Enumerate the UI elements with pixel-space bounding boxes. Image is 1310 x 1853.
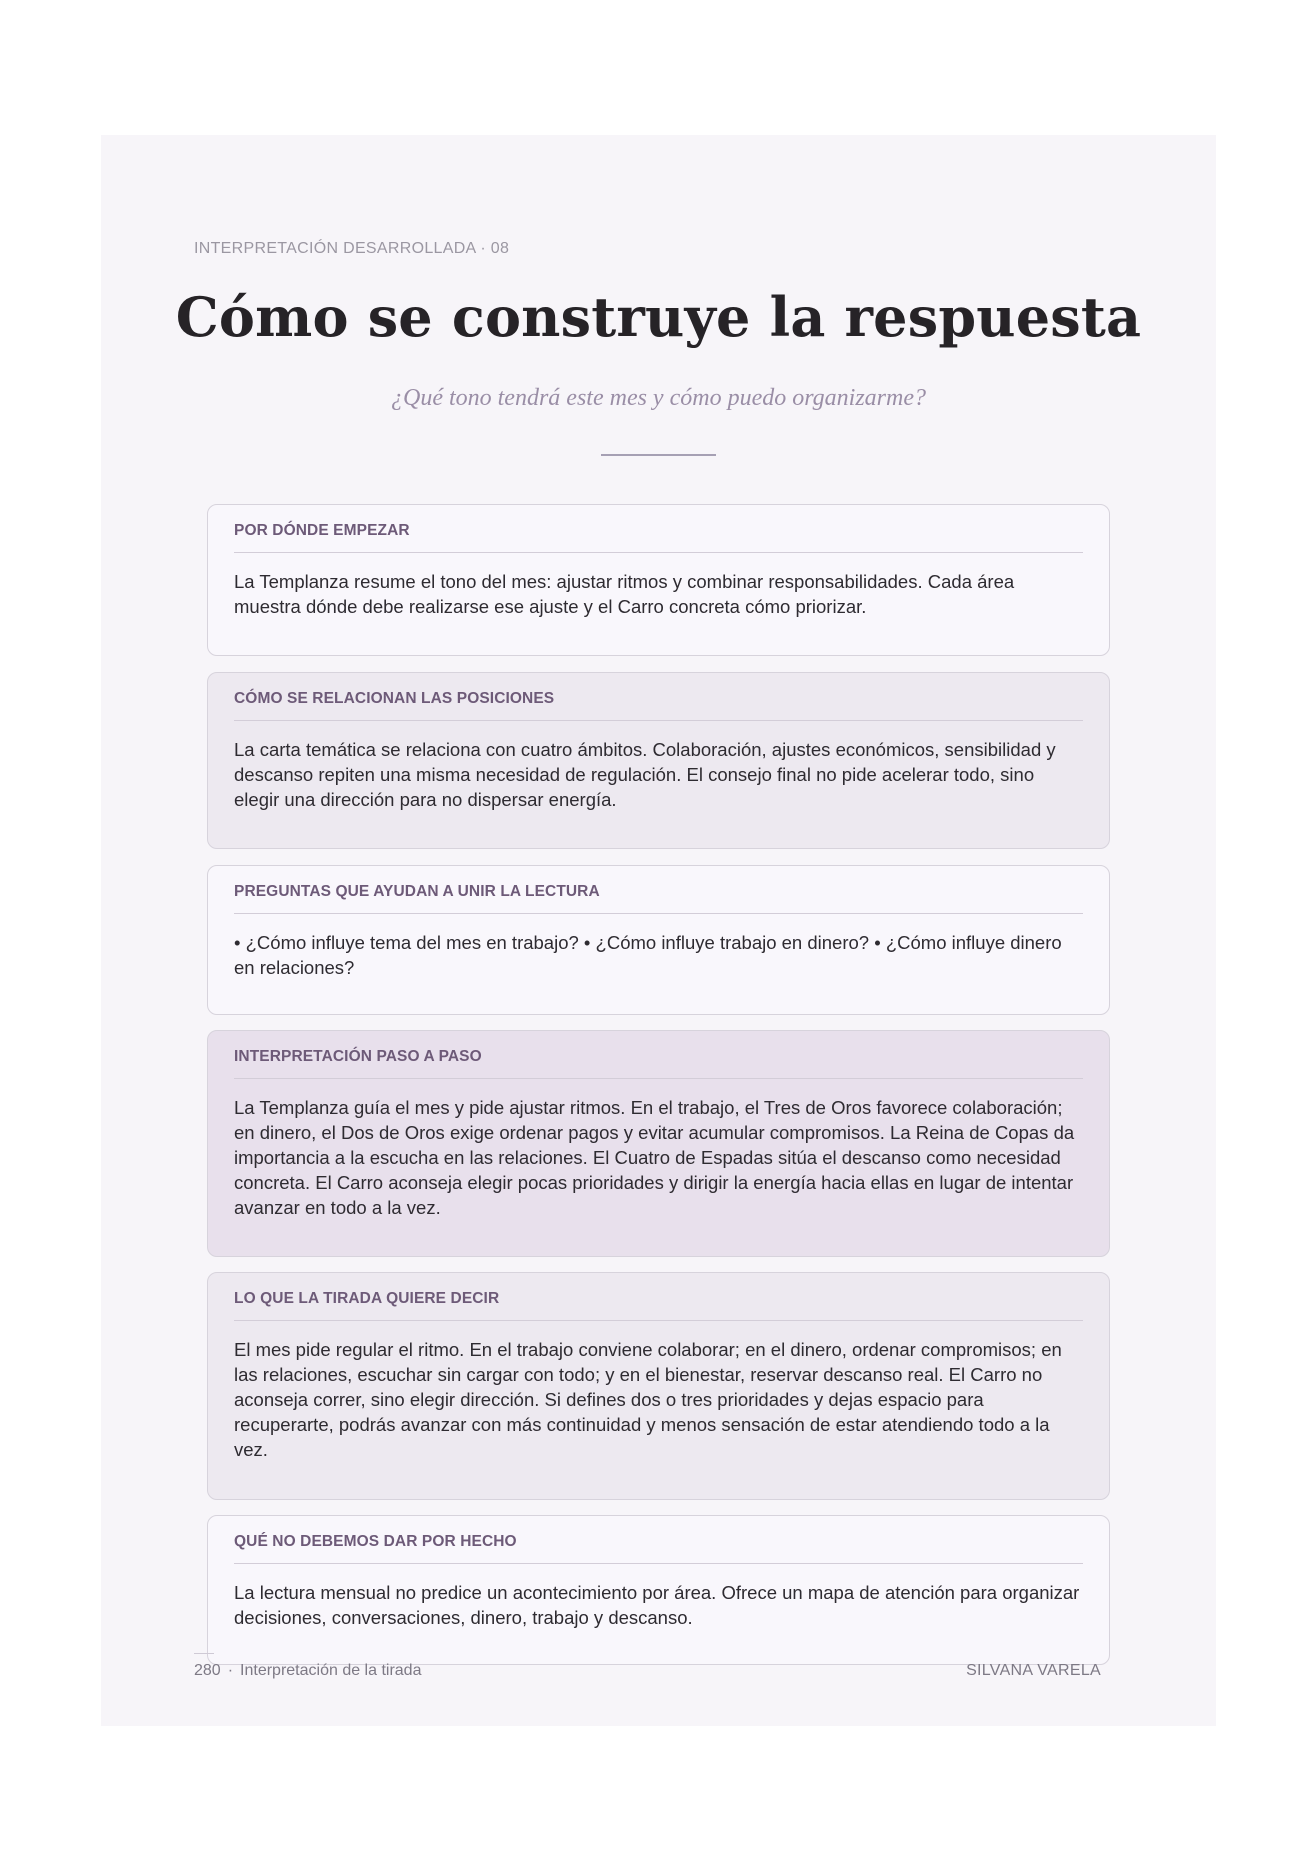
card-body: • ¿Cómo influye tema del mes en trabajo? • ¿Cómo influye trabajo en dinero? • ¿Cómo influye dinero en relaciones?	[234, 932, 1062, 978]
document-page	[101, 135, 1216, 1726]
card-body: La Templanza guía el mes y pide ajustar ritmos. En el trabajo, el Tres de Oros favorece colaboración; en dinero, el Dos de Oros exige ordenar pagos y evitar acumular compromisos. La Reina de Copas da importancia a la escucha en las relaciones. El Cuatro de Espadas sitúa el descanso como necesidad concreta. El Carro aconseja elegir pocas prioridades y dirigir la energía hacia ellas en lugar de intentar avanzar en todo a la vez.	[234, 1097, 1075, 1218]
card-heading: CÓMO SE RELACIONAN LAS POSICIONES	[234, 690, 1083, 721]
page-number: 280	[194, 1662, 221, 1679]
footer-author: SILVANA VARELA	[966, 1662, 1101, 1679]
card-preguntas	[207, 865, 1110, 1015]
card-body: La Templanza resume el tono del mes: ajustar ritmos y combinar responsabilidades. Cada área muestra dónde debe realizarse ese ajuste y el Carro concreta cómo priorizar.	[234, 571, 1015, 617]
card-por-donde-empezar	[207, 504, 1110, 656]
card-que-no-debemos-dar-por-hecho	[207, 1515, 1110, 1665]
card-interpretacion-paso-a-paso	[207, 1030, 1110, 1257]
card-heading: PREGUNTAS QUE AYUDAN A UNIR LA LECTURA	[234, 883, 1083, 914]
footer-page-info	[194, 1662, 421, 1680]
footer-section-title: Interpretación de la tirada	[240, 1662, 422, 1679]
card-body: La carta temática se relaciona con cuatro ámbitos. Colaboración, ajustes económicos, sensibilidad y descanso repiten una misma necesidad de regulación. El consejo final no pide acelerar todo, sino elegir una dirección para no dispersar energía.	[234, 739, 1056, 810]
card-lo-que-la-tirada-quiere-decir	[207, 1272, 1110, 1500]
card-heading: QUÉ NO DEBEMOS DAR POR HECHO	[234, 1533, 1083, 1564]
card-heading: INTERPRETACIÓN PASO A PASO	[234, 1048, 1083, 1079]
section-eyebrow: INTERPRETACIÓN DESARROLLADA · 08	[194, 240, 510, 257]
card-body: La lectura mensual no predice un acontecimiento por área. Ofrece un mapa de atención para organizar decisiones, conversaciones, dinero, trabajo y descanso.	[234, 1582, 1080, 1628]
card-heading: POR DÓNDE EMPEZAR	[234, 522, 1083, 553]
footer-divider	[194, 1653, 214, 1654]
title-divider	[601, 454, 716, 456]
page-subtitle: ¿Qué tono tendrá este mes y cómo puedo organizarme?	[390, 385, 927, 411]
card-heading: LO QUE LA TIRADA QUIERE DECIR	[234, 1290, 1083, 1321]
page-title: Cómo se construye la respuesta	[175, 285, 1142, 349]
footer-separator: ·	[227, 1662, 234, 1679]
card-body: El mes pide regular el ritmo. En el trabajo conviene colaborar; en el dinero, ordenar compromisos; en las relaciones, escuchar sin cargar con todo; y en el bienestar, reservar descanso real. El Carro no aconseja correr, sino elegir dirección. Si defines dos o tres prioridades y dejas espacio para recuperarte, podrás avanzar con más continuidad y menos sensación de estar atendiendo todo a la vez.	[234, 1339, 1062, 1460]
card-como-se-relacionan	[207, 672, 1110, 849]
